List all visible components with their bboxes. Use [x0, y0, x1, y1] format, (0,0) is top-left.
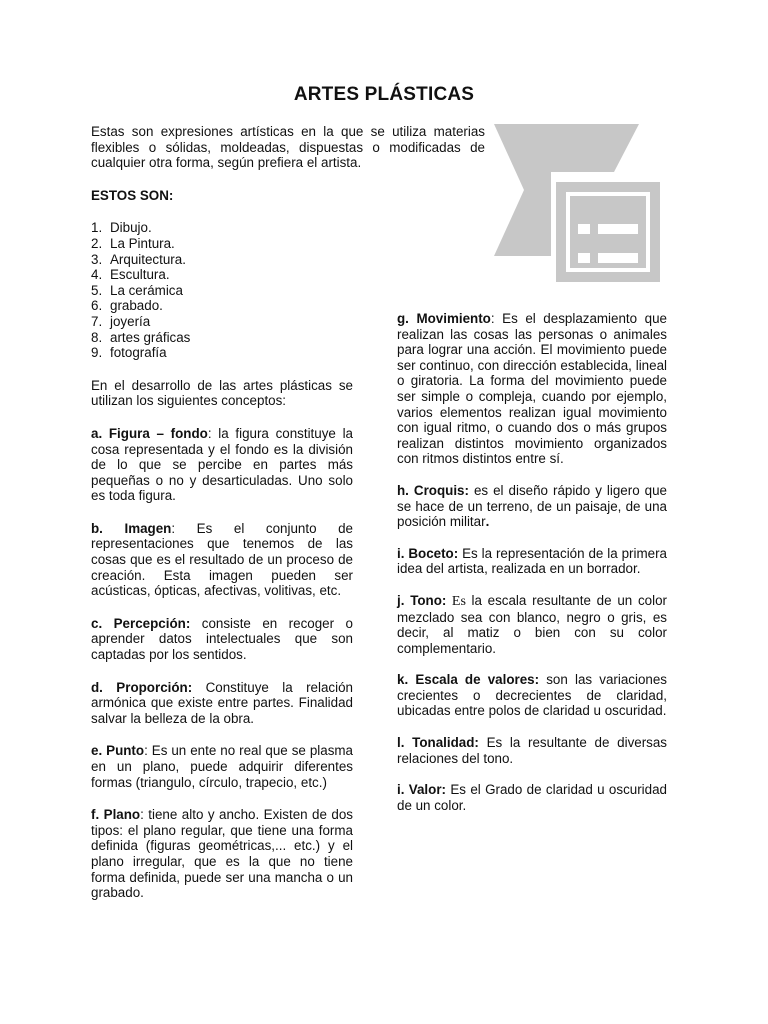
list-item: 9. fotografía: [91, 345, 167, 361]
list-item: 7. joyería: [91, 313, 151, 329]
list-item: 2. La Pintura.: [91, 235, 175, 251]
intro-paragraph: Estas son expresiones artísticas en la que se utiliza materias flexibles o sólidas, moldeadas, dispuestas o modificadas de cualquier otra forma, según prefiera el artista.: [91, 124, 485, 171]
concepts-intro: En el desarrollo de las artes plásticas se utilizan los siguientes conceptos:: [91, 377, 353, 409]
list-document-icon: [494, 124, 688, 284]
concept-croquis: h. Croquis: es el diseño rápido y ligero que se hace de un terreno, de un paisaje, de una posición militar.: [397, 482, 667, 530]
list-item: 5. La cerámica: [91, 282, 183, 298]
concept-escala-de-valores: k. Escala de valores: son las variaciones crecientes o decrecientes de claridad, ubicadas entre polos de claridad u oscuridad.: [397, 672, 667, 719]
arts-list: [91, 220, 353, 360]
page-title: ARTES PLÁSTICAS: [293, 84, 475, 105]
concept-proporcion: d. Proporción: Constituye la relación armónica que existe entre partes. Finalidad salvar la belleza de la obra.: [91, 679, 353, 726]
list-item: 8. artes gráficas: [91, 329, 191, 345]
concept-movimiento: g. Movimiento: Es el desplazamiento que realizan las cosas las personas o animales para lograr una acción. El movimiento puede ser continuo, con dirección establecida, lineal o giratoria. La forma del movimiento puede ser simple o compleja, cuando por ejemplo, varios elementos realizan igual movimiento con igual ritmo, o cuando dos o más grupos realizan distintos movimiento organizados con ritmos distintos entre sí.: [397, 311, 667, 467]
concept-tono: j. Tono: Es la escala resultante de un color mezclado sea con blanco, negro o gris, es decir, al matiz o bien con su color complementario.: [397, 592, 667, 656]
list-item: 4. Escultura.: [91, 267, 170, 283]
list-item: 6. grabado.: [91, 298, 163, 314]
list-item: 1. Dibujo.: [91, 220, 152, 236]
concept-tonalidad: l. Tonalidad: Es la resultante de diversas relaciones del tono.: [397, 735, 668, 766]
concept-imagen: b. Imagen: Es el conjunto de representaciones que tenemos de las cosas que es el resultado de un proceso de creación. Esta imagen pueden ser acústicas, ópticas, afectivas, volitivas, etc.: [91, 520, 353, 599]
list-heading: ESTOS SON:: [91, 187, 174, 203]
concept-percepcion: c. Percepción: consiste en recoger o aprender datos intelectuales que son captadas por los sentidos.: [91, 615, 353, 663]
concept-punto: e. Punto: Es un ente no real que se plasma en un plano, puede adquirir diferentes formas (triangulo, círculo, trapecio, etc.): [91, 743, 353, 790]
concept-valor: i. Valor: Es el Grado de claridad u oscuridad de un color.: [397, 782, 667, 813]
concept-plano: f. Plano: tiene alto y ancho. Existen de dos tipos: el plano regular, que tiene una forma definida (figuras geométricas,... etc.) y el plano irregular, que es la que no tiene forma definida, puede ser una mancha o un grabado.: [91, 807, 354, 901]
concept-figura-fondo: a. Figura – fondo: la figura constituye la cosa representada y el fondo es la división de lo que se percibe en partes más pequeñas o no y desarticuladas. Uno solo es toda figura.: [91, 425, 353, 504]
list-item: 3. Arquitectura.: [91, 251, 186, 267]
right-column: [397, 311, 667, 813]
left-column: [91, 124, 485, 901]
concept-boceto: i. Boceto: Es la representación de la primera idea del artista, realizada en un borrador.: [397, 545, 667, 577]
